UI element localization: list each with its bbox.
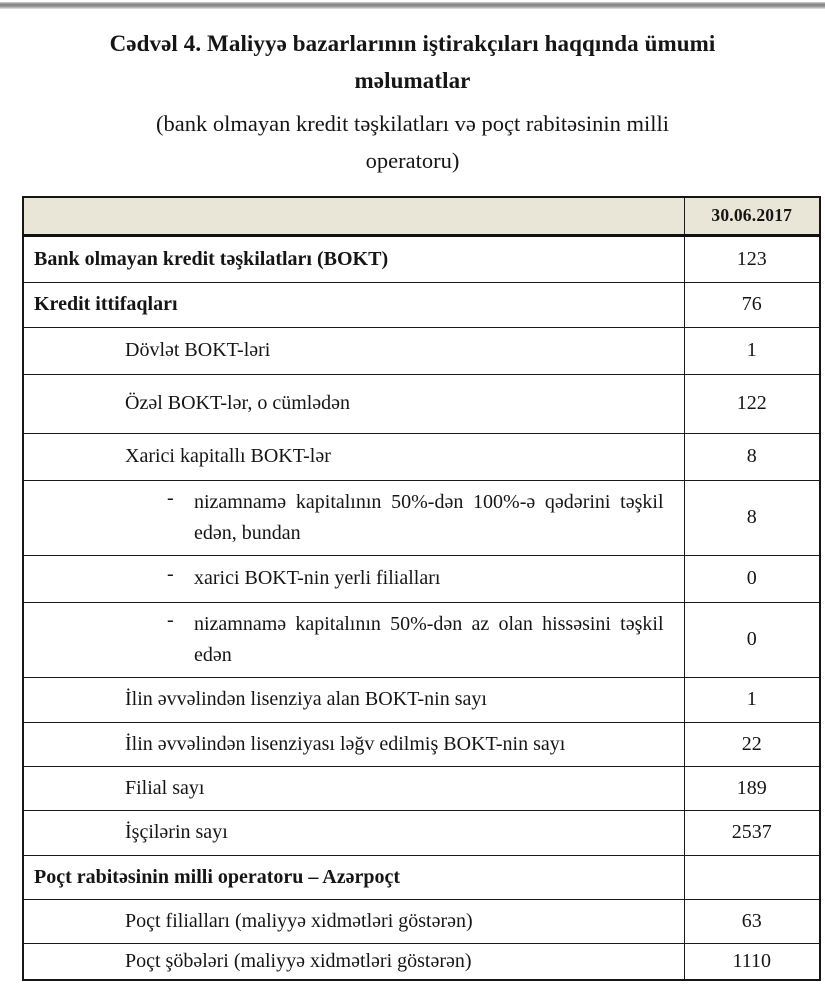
row-value: 122 (684, 374, 820, 433)
row-label: Dövlət BOKT-ləri (23, 327, 684, 374)
row-value: 0 (684, 602, 820, 677)
table-row (23, 722, 820, 766)
column-header-date: 30.06.2017 (684, 197, 820, 235)
row-label: Bank olmayan kredit təşkilatları (BOKT) (23, 235, 684, 282)
page-subtitle (73, 105, 753, 179)
table-row (23, 855, 820, 899)
row-label: İlin əvvəlindən lisenziya alan BOKT-nin sayı (23, 677, 684, 722)
page-title-line2: məlumatlar (354, 68, 471, 93)
dash-marker: - (167, 563, 174, 585)
row-label (23, 480, 684, 555)
page-subtitle-line2: operatoru) (365, 148, 460, 173)
dash-marker: - (167, 608, 174, 631)
row-value: 2537 (684, 810, 820, 855)
document-page (0, 2, 825, 1002)
table-row (23, 235, 820, 282)
row-value: 8 (684, 433, 820, 480)
row-label: Xarici kapitallı BOKT-lər (23, 433, 684, 480)
row-label: Özəl BOKT-lər, o cümlədən (23, 374, 684, 433)
row-label: Poçt rabitəsinin milli operatoru – Azərpoçt (23, 855, 684, 899)
row-label-text: nizamnamə kapitalının 50%-dən az olan hissəsini təşkil edən (194, 612, 664, 666)
table-row (23, 374, 820, 433)
table-row (23, 480, 820, 555)
row-label: İlin əvvəlindən lisenziyası ləğv edilmiş BOKT-nin sayı (23, 722, 684, 766)
row-value: 189 (684, 766, 820, 810)
participants-table (22, 196, 821, 981)
table-row (23, 766, 820, 810)
table-row (23, 899, 820, 943)
row-value: 1110 (684, 943, 820, 980)
page-subtitle-line1: (bank olmayan kredit təşkilatları və poçt rabitəsinin milli (156, 111, 669, 136)
top-divider-bar (0, 2, 825, 9)
table-row (23, 282, 820, 327)
row-label (23, 602, 684, 677)
row-label: Poçt şöbələri (maliyyə xidmətləri göstərən) (23, 943, 684, 980)
row-value: 1 (684, 327, 820, 374)
row-value: 76 (684, 282, 820, 327)
table-row (23, 943, 820, 980)
row-label: Kredit ittifaqları (23, 282, 684, 327)
row-value: 63 (684, 899, 820, 943)
row-value: 123 (684, 235, 820, 282)
row-value: 0 (684, 555, 820, 602)
page-title (53, 25, 773, 99)
row-value: 22 (684, 722, 820, 766)
table-row (23, 433, 820, 480)
row-value: 1 (684, 677, 820, 722)
row-value: 8 (684, 480, 820, 555)
table-header-row (23, 197, 820, 235)
table-row (23, 810, 820, 855)
row-label (23, 555, 684, 602)
row-label: İşçilərin sayı (23, 810, 684, 855)
row-label-text: nizamnamə kapitalının 50%-dən 100%-ə qədərini təşkil edən, bundan (194, 490, 664, 544)
row-label-text: xarici BOKT-nin yerli filialları (194, 567, 441, 589)
table-row (23, 677, 820, 722)
row-label: Poçt filialları (maliyyə xidmətləri göstərən) (23, 899, 684, 943)
table-row (23, 602, 820, 677)
header-empty-cell (23, 197, 684, 235)
dash-marker: - (167, 486, 174, 509)
row-label: Filial sayı (23, 766, 684, 810)
row-value (684, 855, 820, 899)
table-row (23, 327, 820, 374)
page-title-line1: Cədvəl 4. Maliyyə bazarlarının iştirakçıları haqqında ümumi (109, 31, 716, 56)
table-row (23, 555, 820, 602)
